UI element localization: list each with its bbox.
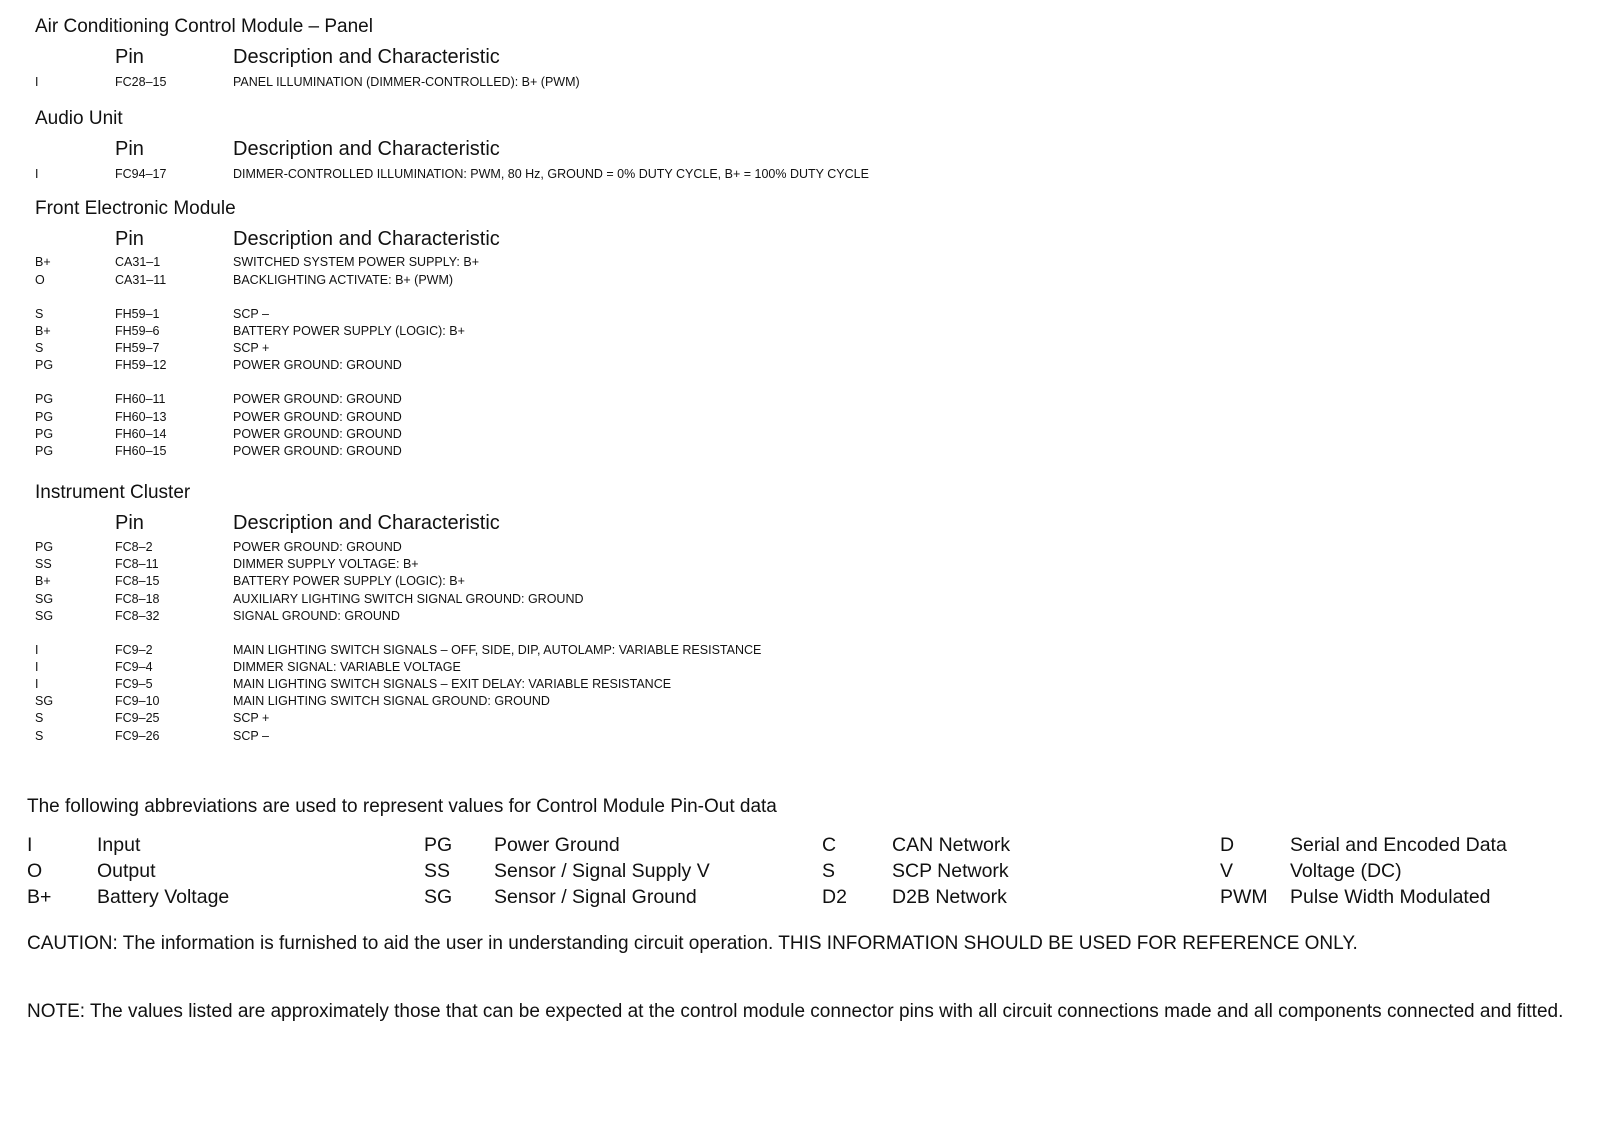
pin-id: FC8–11 — [115, 557, 159, 571]
pin-description: BACKLIGHTING ACTIVATE: B+ (PWM) — [233, 273, 454, 287]
abbreviation-meaning: Battery Voltage — [97, 886, 230, 908]
abbreviation-meaning: Voltage (DC) — [1290, 860, 1402, 882]
pin-description: POWER GROUND: GROUND — [233, 392, 402, 406]
pin-id: FH59–7 — [115, 341, 160, 355]
pin-type: S — [35, 307, 44, 321]
pin-column-header: Pin — [115, 138, 144, 160]
pin-description: POWER GROUND: GROUND — [233, 427, 402, 441]
pin-type: I — [35, 75, 39, 89]
pin-type: PG — [35, 427, 54, 441]
description-column-header: Description and Characteristic — [233, 512, 500, 534]
pin-column-header: Pin — [115, 46, 144, 68]
pin-description: PANEL ILLUMINATION (DIMMER-CONTROLLED): B+ (PWM) — [233, 75, 580, 89]
pin-id: FC8–32 — [115, 609, 160, 623]
abbreviations-intro: The following abbreviations are used to represent values for Control Module Pin-Out data — [27, 796, 777, 817]
pin-type: PG — [35, 358, 54, 372]
pin-description: MAIN LIGHTING SWITCH SIGNALS – OFF, SIDE, DIP, AUTOLAMP: VARIABLE RESISTANCE — [233, 643, 762, 657]
pin-description: BATTERY POWER SUPPLY (LOGIC): B+ — [233, 574, 465, 588]
pin-id: FH59–6 — [115, 324, 160, 338]
pin-type: SG — [35, 592, 54, 606]
abbreviation-meaning: Power Ground — [494, 834, 620, 856]
pin-description: SIGNAL GROUND: GROUND — [233, 609, 400, 623]
abbreviation-meaning: Sensor / Signal Supply V — [494, 860, 710, 882]
abbreviation-meaning: Output — [97, 860, 156, 882]
pin-type: PG — [35, 444, 54, 458]
pin-type: SS — [35, 557, 52, 571]
abbreviation-meaning: Input — [97, 834, 141, 856]
abbreviation-code: D — [1220, 834, 1235, 856]
pin-id: FH60–14 — [115, 427, 167, 441]
pin-description: DIMMER SUPPLY VOLTAGE: B+ — [233, 557, 419, 571]
abbreviations-legend — [27, 834, 1587, 914]
note-text: NOTE: The values listed are approximately those that can be expected at the control module connector pins with all circuit connections made and all components connected and fitted. — [27, 1001, 1564, 1022]
abbreviation-meaning: D2B Network — [892, 886, 1007, 908]
pin-description: SCP – — [233, 729, 269, 743]
pin-id: FC9–25 — [115, 711, 160, 725]
pin-type: O — [35, 273, 45, 287]
abbreviation-code: PG — [424, 834, 453, 856]
pin-type: S — [35, 711, 44, 725]
pin-id: FC8–15 — [115, 574, 160, 588]
pin-id: FC28–15 — [115, 75, 167, 89]
pin-id: FC9–26 — [115, 729, 160, 743]
abbreviation-meaning: Pulse Width Modulated — [1290, 886, 1491, 908]
pin-id: FC8–18 — [115, 592, 160, 606]
pin-description: DIMMER-CONTROLLED ILLUMINATION: PWM, 80 Hz, GROUND = 0% DUTY CYCLE, B+ = 100% DUTY CYCLE — [233, 167, 869, 181]
pin-type: PG — [35, 410, 54, 424]
description-column-header: Description and Characteristic — [233, 228, 500, 250]
pin-id: FC9–5 — [115, 677, 153, 691]
pin-type: S — [35, 729, 44, 743]
pin-type: PG — [35, 392, 54, 406]
pin-type: I — [35, 167, 39, 181]
pin-description: SCP + — [233, 341, 270, 355]
pin-id: FC9–4 — [115, 660, 153, 674]
pin-description: AUXILIARY LIGHTING SWITCH SIGNAL GROUND: GROUND — [233, 592, 584, 606]
pin-type: SG — [35, 694, 54, 708]
pin-description: MAIN LIGHTING SWITCH SIGNALS – EXIT DELAY: VARIABLE RESISTANCE — [233, 677, 672, 691]
pin-id: FC8–2 — [115, 540, 153, 554]
pin-description: SWITCHED SYSTEM POWER SUPPLY: B+ — [233, 255, 479, 269]
pin-id: FC9–2 — [115, 643, 153, 657]
pin-id: FH60–15 — [115, 444, 167, 458]
abbreviation-code: D2 — [822, 886, 847, 908]
pin-type: I — [35, 660, 39, 674]
pin-type: B+ — [35, 255, 51, 269]
pin-description: POWER GROUND: GROUND — [233, 540, 402, 554]
pin-id: FH59–12 — [115, 358, 167, 372]
pin-id: FH59–1 — [115, 307, 160, 321]
pin-description: POWER GROUND: GROUND — [233, 410, 402, 424]
pin-type: PG — [35, 540, 54, 554]
abbreviation-meaning: SCP Network — [892, 860, 1009, 882]
pin-description: MAIN LIGHTING SWITCH SIGNAL GROUND: GROUND — [233, 694, 550, 708]
abbreviation-code: PWM — [1220, 886, 1268, 908]
pin-type: B+ — [35, 574, 51, 588]
abbreviation-code: SS — [424, 860, 451, 882]
pin-description: POWER GROUND: GROUND — [233, 444, 402, 458]
pin-id: CA31–11 — [115, 273, 167, 287]
abbreviation-code: B+ — [27, 886, 52, 908]
pin-type: SG — [35, 609, 54, 623]
caution-text: CAUTION: The information is furnished to aid the user in understanding circuit operation. THIS INFORMATION SHOULD BE USED FOR REFERENCE ONLY. — [27, 933, 1358, 954]
pin-id: CA31–1 — [115, 255, 161, 269]
abbreviation-meaning: Sensor / Signal Ground — [494, 886, 697, 908]
pin-description: DIMMER SIGNAL: VARIABLE VOLTAGE — [233, 660, 461, 674]
pin-description: SCP + — [233, 711, 270, 725]
pin-column-header: Pin — [115, 228, 144, 250]
pin-id: FH60–11 — [115, 392, 166, 406]
abbreviation-code: SG — [424, 886, 453, 908]
pin-id: FC9–10 — [115, 694, 160, 708]
module-title: Instrument Cluster — [35, 482, 191, 503]
description-column-header: Description and Characteristic — [233, 138, 500, 160]
description-column-header: Description and Characteristic — [233, 46, 500, 68]
module-title: Audio Unit — [35, 108, 123, 129]
pin-description: SCP – — [233, 307, 269, 321]
pin-column-header: Pin — [115, 512, 144, 534]
pin-type: S — [35, 341, 44, 355]
abbreviation-code: S — [822, 860, 836, 882]
module-title: Front Electronic Module — [35, 198, 236, 219]
abbreviation-code: O — [27, 860, 43, 882]
pin-type: B+ — [35, 324, 51, 338]
module-title: Air Conditioning Control Module – Panel — [35, 16, 373, 37]
abbreviation-code: I — [27, 834, 33, 856]
pin-type: I — [35, 643, 39, 657]
pin-type: I — [35, 677, 39, 691]
pin-description: POWER GROUND: GROUND — [233, 358, 402, 372]
pin-description: BATTERY POWER SUPPLY (LOGIC): B+ — [233, 324, 465, 338]
abbreviation-code: C — [822, 834, 837, 856]
abbreviation-meaning: CAN Network — [892, 834, 1011, 856]
pin-id: FC94–17 — [115, 167, 167, 181]
abbreviation-code: V — [1220, 860, 1234, 882]
abbreviation-meaning: Serial and Encoded Data — [1290, 834, 1507, 856]
pin-id: FH60–13 — [115, 410, 167, 424]
